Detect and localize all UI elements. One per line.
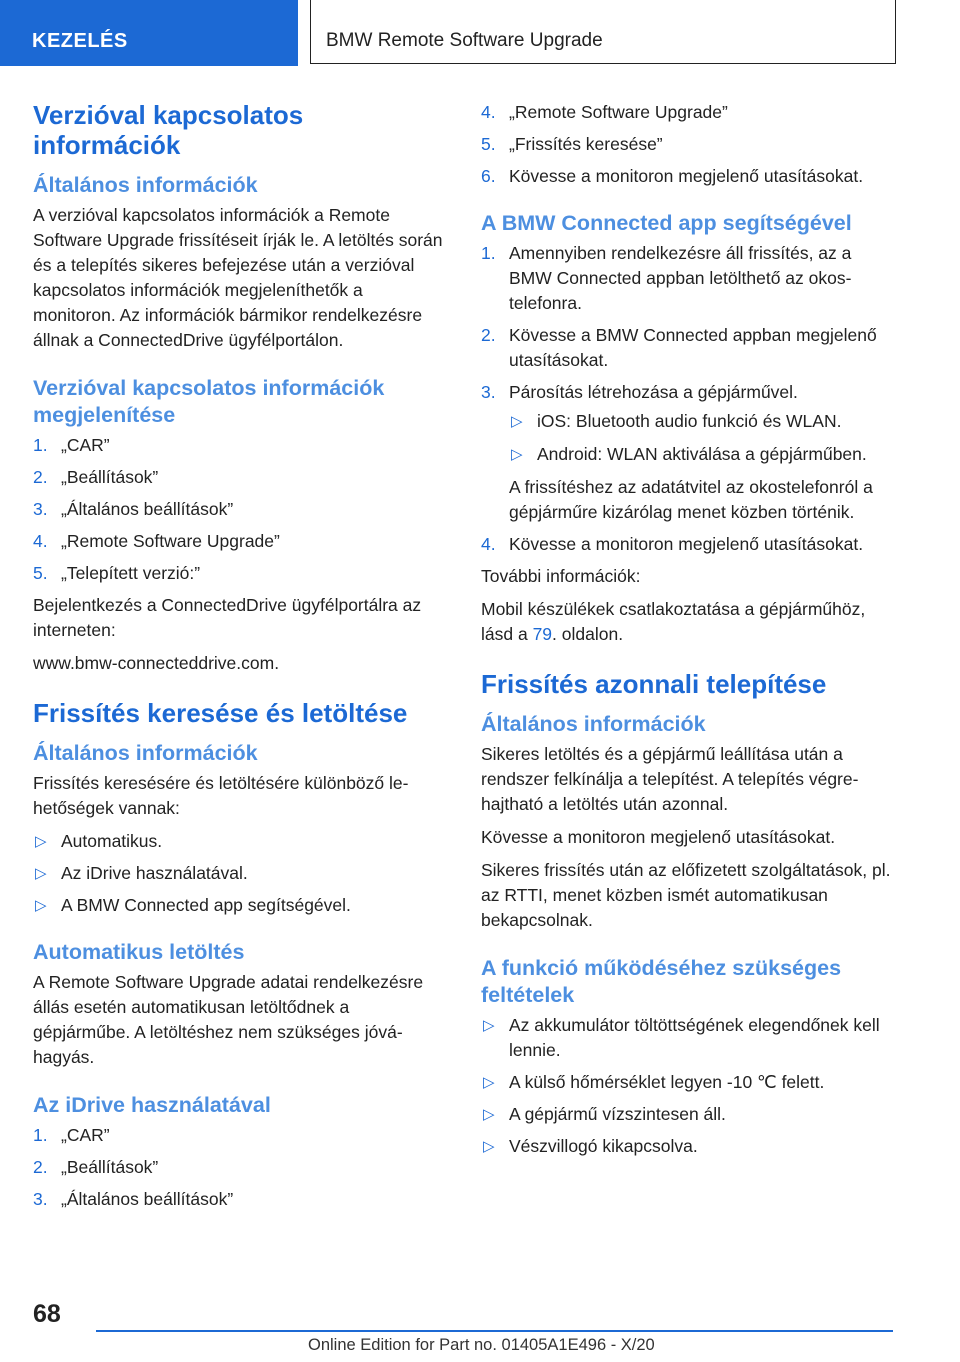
list-item: 1. Amennyiben rendelkezésre áll frissítés, az a BMW Connected appban letölthető az okostelefonra. [481,243,852,313]
list-item: 3. Párosítás létrehozása a gépjárművel. ▷ iOS: Bluetooth audio funkció és WLAN. ▷ Android: WLAN aktiválása a gépjárműben. A frissítéshez az adatátvitel az okostelefonról a gépjárműre kizárólag menet közben történik. [481,380,896,525]
list-item: ▷ Vészvillogó kikapcsolva. [481,1134,896,1159]
search-options-list [33,829,448,918]
triangle-bullet-icon: ▷ [511,413,523,430]
idrive-steps-continued-list [481,100,896,189]
heading-search-download: Frissítés keresése és letöltése [33,698,408,728]
footer-edition: Online Edition for Part no. 01405A1E496 - X/20 [308,1336,655,1354]
heading-auto-download: Automatikus letöltés [33,940,245,964]
list-item: 3. „Általános beállítások” [33,1189,234,1209]
list-item: 4. „Remote Software Upgrade” [33,531,280,551]
heading-idrive: Az iDrive használatával [33,1093,271,1117]
list-item: 1. „CAR” [33,435,110,455]
paragraph-url: www.bmw-connecteddrive.com. [33,653,280,673]
heading-connected-app: A BMW Connected app segítségével [481,211,852,235]
list-item: 6. Kövesse a monitoron megjelenő utasításokat. [481,166,864,186]
right-column [481,100,896,1166]
triangle-bullet-icon: ▷ [511,446,523,463]
triangle-bullet-icon: ▷ [483,1138,495,1155]
list-item: 5. „Telepített verzió:” [33,563,201,583]
section-tab: KEZELÉS [0,0,298,66]
page-reference-link[interactable]: 79 [532,624,553,644]
requirements-list [481,1013,896,1159]
page-number: 68 [33,1300,61,1328]
heading-display-version: Verzióval kapcsolatos információk megjelenítése [33,376,385,427]
paragraph-install-2: Kövesse a monitoron megjelenő utasításokat. [481,827,836,847]
left-column [33,100,448,1219]
paragraph-general-info-2: Frissítés keresésére és letöltésére különböző lehetőségek vannak: [33,773,409,818]
heading-version-info: Verzióval kapcsolatos információk [33,100,304,160]
list-item: ▷ Az iDrive használatával. [33,861,448,886]
app-steps-list [481,241,896,557]
list-item: ▷ Az akkumulátor töltöttségének elegendőnek kell lennie. [483,1015,880,1060]
list-item: 5. „Frissítés keresése” [481,134,663,154]
triangle-bullet-icon: ▷ [483,1017,495,1034]
list-item: ▷ A gépjármű vízszintesen áll. [481,1102,896,1127]
pairing-sub-list [509,409,896,467]
paragraph-install-1: Sikeres letöltés és a gépjármű leállítása után a rendszer felkínálja a telepítést. A telepítés végrehajtható a letöltés után azonnal. [481,744,859,814]
list-item: ▷ Automatikus. [33,829,448,854]
heading-install-now: Frissítés azonnali telepítése [481,669,827,699]
header-title: BMW Remote Software Upgrade [326,30,603,51]
triangle-bullet-icon: ▷ [483,1106,495,1123]
heading-requirements: A funkció működéséhez szükséges feltételek [481,956,842,1007]
list-item: 2. „Beállítások” [33,467,159,487]
paragraph-login: Bejelentkezés a ConnectedDrive ügyfélportálra az interneten: [33,595,422,640]
page-header [0,0,960,66]
list-item: 2. Kövesse a BMW Connected appban megjelenő utasításokat. [481,325,877,370]
paragraph-install-3: Sikeres frissítés után az előfizetett szolgáltatások, pl. az RTTI, menet közben ismét automatikusan bekapcsolnak. [481,860,891,930]
list-item: ▷ A BMW Connected app segítségével. [33,893,448,918]
footer-divider [96,1330,893,1332]
triangle-bullet-icon: ▷ [35,833,47,850]
list-item: 4. Kövesse a monitoron megjelenő utasításokat. [481,534,864,554]
app-note: A frissítéshez az adatátvitel az okostelefonról a gépjárműre kizárólag menet közben történik. [509,477,873,522]
triangle-bullet-icon: ▷ [35,865,47,882]
list-item: ▷ Android: WLAN aktiválása a gépjárműben. [509,442,896,467]
heading-general-info-1: Általános információk [33,173,258,197]
heading-general-info-2: Általános információk [33,741,258,765]
list-item: 4. „Remote Software Upgrade” [481,102,728,122]
list-item: ▷ A külső hőmérséklet legyen -10 ℃ felett. [481,1070,896,1095]
paragraph-general-info-1: A verzióval kapcsolatos információk a Remote Software Upgrade frissítéseit írják le. A letöltés során és a telepítés sikeres befejezése után a verzióval kapcsolatos információk megjeleníthetők a monitoron. Az információk bármikor rendelkezésre állnak a ConnectedDrive ügyfélportálon. [33,205,443,350]
list-item: ▷ iOS: Bluetooth audio funkció és WLAN. [509,409,896,434]
paragraph-more-info: További információk: [481,566,641,586]
triangle-bullet-icon: ▷ [35,897,47,914]
paragraph-mobile-devices: Mobil készülékek csatlakoztatása a gépjárműhöz, lásd a 79. oldalon. [481,599,866,644]
heading-general-info-3: Általános információk [481,712,706,736]
idrive-steps-list [33,1123,448,1212]
list-item: 3. „Általános beállítások” [33,499,234,519]
list-item: 2. „Beállítások” [33,1157,159,1177]
display-steps-list [33,433,448,586]
paragraph-auto-download: A Remote Software Upgrade adatai rendelkezésre állás esetén automatikusan letöltődnek a gépjárműbe. A letöltéshez nem szükséges jóváhagyás. [33,972,424,1067]
list-item: 1. „CAR” [33,1125,110,1145]
triangle-bullet-icon: ▷ [483,1074,495,1091]
